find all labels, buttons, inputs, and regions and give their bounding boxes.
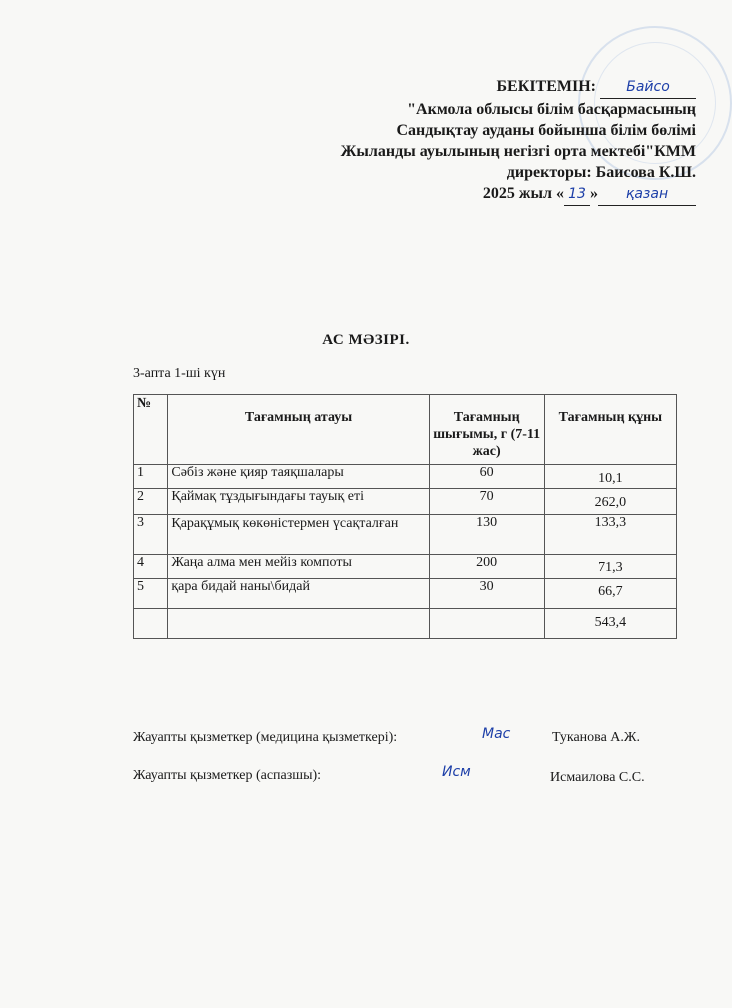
row-yield: 200 — [429, 555, 544, 579]
row-price: 71,3 — [544, 555, 676, 579]
row-yield: 60 — [429, 465, 544, 489]
menu-table — [133, 394, 677, 639]
header-dish-name: Тағамның атауы — [168, 395, 429, 465]
director-name: директоры: Баисова К.Ш. — [506, 164, 696, 181]
row-number: 3 — [134, 515, 168, 555]
director-signature: Байсо — [600, 77, 696, 99]
header-price: Тағамның құны — [544, 395, 676, 465]
row-dish-name: Қарақұмық көкөністермен үсақталған — [168, 515, 429, 555]
table-row — [134, 579, 677, 609]
row-yield: 30 — [429, 579, 544, 609]
medical-staff-label: Жауапты қызметкер (медицина қызметкері): — [133, 730, 398, 745]
org-line-3: Жыланды ауылының негізгі орта мектебі"КММ — [340, 143, 696, 160]
row-number: 5 — [134, 579, 168, 609]
approve-label: БЕКІТЕМІН: — [496, 78, 596, 95]
date-prefix: 2025 жыл « — [482, 185, 564, 202]
row-yield: 130 — [429, 515, 544, 555]
row-dish-name: Қаймақ тұздығындағы тауық еті — [168, 489, 429, 515]
total-empty-cell — [429, 609, 544, 639]
table-row — [134, 555, 677, 579]
date-day: 13 — [564, 184, 590, 206]
approval-block — [236, 76, 696, 206]
table-total-row — [134, 609, 677, 639]
org-line-1: "Акмола облысы білім басқармасының — [407, 101, 696, 118]
table-row — [134, 489, 677, 515]
date-close: » — [590, 185, 598, 202]
approve-line — [236, 76, 696, 99]
date-month: қазан — [598, 184, 696, 206]
total-empty-cell — [168, 609, 429, 639]
row-number: 1 — [134, 465, 168, 489]
header-number: № — [134, 395, 168, 465]
row-dish-name: қара бидай наны\бидай — [168, 579, 429, 609]
approval-date — [236, 183, 696, 206]
row-price: 133,3 — [544, 515, 676, 555]
org-line-2: Сандықтау ауданы бойынша білім бөлімі — [396, 122, 696, 139]
total-empty-cell — [134, 609, 168, 639]
cook-signature: Исм — [442, 764, 471, 780]
row-dish-name: Жаңа алма мен мейіз компоты — [168, 555, 429, 579]
row-yield: 70 — [429, 489, 544, 515]
row-price: 10,1 — [544, 465, 676, 489]
total-price: 543,4 — [544, 609, 676, 639]
row-price: 66,7 — [544, 579, 676, 609]
cook-name: Исмаилова С.С. — [550, 770, 645, 785]
row-number: 2 — [134, 489, 168, 515]
document-subtitle: 3-апта 1-ші күн — [133, 366, 226, 381]
medical-staff-signature: Мас — [482, 726, 511, 742]
cook-label: Жауапты қызметкер (аспазшы): — [133, 768, 322, 783]
table-header-row — [134, 395, 677, 465]
document-title: АС МӘЗІРІ. — [322, 332, 410, 348]
header-yield: Тағамның шығымы, г (7-11 жас) — [429, 395, 544, 465]
row-dish-name: Сәбіз және қияр таяқшалары — [168, 465, 429, 489]
table-row — [134, 465, 677, 489]
table-row — [134, 515, 677, 555]
row-price: 262,0 — [544, 489, 676, 515]
medical-staff-name: Туканова А.Ж. — [552, 730, 640, 745]
row-number: 4 — [134, 555, 168, 579]
